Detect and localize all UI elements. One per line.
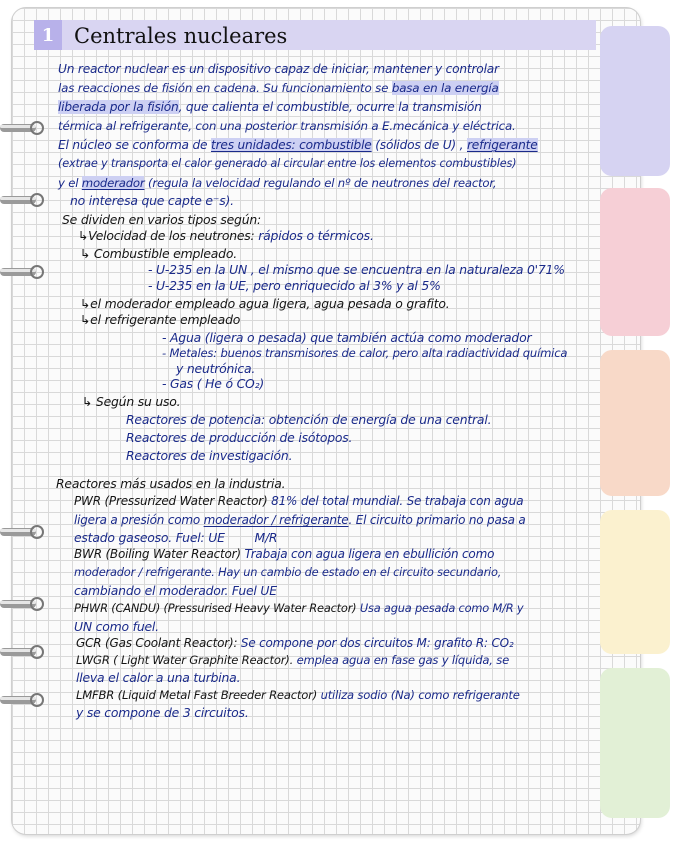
note-line: Un reactor nuclear es un dispositivo capaz de iniciar, mantener y controlar: [58, 62, 499, 76]
note-line: - Agua (ligera o pesada) que también actúa como moderador: [162, 330, 532, 345]
note-line: estado gaseoso. Fuel: UE M/R: [74, 530, 278, 545]
note-line: BWR (Boiling Water Reactor) Trabaja con agua ligera en ebullición como: [74, 547, 495, 561]
note-line: ↳ Combustible empleado.: [80, 246, 237, 261]
page-title: Centrales nucleares: [74, 24, 288, 48]
binder-ring-icon: [0, 525, 44, 539]
note-line: PWR (Pressurized Water Reactor) 81% del total mundial. Se trabaja con agua: [74, 494, 524, 508]
note-line: - Gas ( He ó CO₂): [162, 376, 264, 391]
binder-ring-icon: [0, 265, 44, 279]
note-line: Reactores de producción de isótopos.: [126, 430, 353, 445]
note-heading: Se dividen en varios tipos según:: [62, 212, 262, 227]
note-line: ↳el refrigerante empleado: [80, 312, 241, 327]
note-line: cambiando el moderador. Fuel UE: [74, 583, 277, 598]
note-line: liberada por la fisión, que calienta el combustible, ocurre la transmisión: [58, 100, 482, 114]
note-line: ↳Velocidad de los neutrones: rápidos o térmicos.: [78, 228, 374, 243]
note-line: moderador / refrigerante. Hay un cambio de estado en el circuito secundario,: [74, 565, 502, 579]
note-line: - U-235 en la UN , el mismo que se encuentra en la naturaleza 0'71%: [148, 262, 565, 277]
note-heading: Reactores más usados en la industria.: [56, 476, 286, 491]
note-line: ↳ Según su uso.: [82, 394, 181, 409]
note-line: y neutrónica.: [176, 361, 256, 376]
note-line: y el moderador (regula la velocidad regulando el nº de neutrones del reactor,: [58, 176, 497, 190]
section-tab-peach[interactable]: [600, 350, 670, 496]
section-tab-green[interactable]: [600, 668, 670, 818]
highlight: tres unidades: combustible: [211, 138, 372, 152]
highlight: liberada por la fisión: [58, 100, 179, 114]
note-line: El núcleo se conforma de tres unidades: combustible (sólidos de U) , refrigerante: [58, 138, 538, 152]
note-line: ligera a presión como moderador / refrigerante. El circuito primario no pasa a: [74, 513, 526, 527]
section-number: 1: [34, 20, 62, 50]
note-line: ↳el moderador empleado agua ligera, agua pesada o grafito.: [80, 296, 450, 311]
note-line: GCR (Gas Coolant Reactor): Se compone por dos circuitos M: grafito R: CO₂: [76, 636, 514, 650]
note-line: las reacciones de fisión en cadena. Su funcionamiento se basa en la energía: [58, 81, 499, 95]
binder-ring-icon: [0, 121, 44, 135]
note-line: lleva el calor a una turbina.: [76, 670, 241, 685]
note-line: Reactores de investigación.: [126, 448, 293, 463]
note-line: (extrae y transporta el calor generado al circular entre los elementos combustibles): [58, 157, 517, 170]
section-tab-lavender[interactable]: [600, 26, 670, 176]
note-line: - U-235 en la UE, pero enriquecido al 3% y al 5%: [148, 278, 441, 293]
binder-ring-icon: [0, 193, 44, 207]
note-line: y se compone de 3 circuitos.: [76, 705, 249, 720]
note-line: - Metales: buenos transmisores de calor, pero alta radiactividad química: [162, 346, 568, 360]
section-tab-yellow[interactable]: [600, 510, 670, 654]
binder-ring-icon: [0, 693, 44, 707]
highlight: basa en la energía: [391, 81, 499, 95]
note-line: PHWR (CANDU) (Pressurised Heavy Water Reactor) Usa agua pesada como M/R y: [74, 601, 524, 615]
highlight: moderador: [81, 176, 145, 190]
note-line: térmica al refrigerante, con una posterior transmisión a E.mecánica y eléctrica.: [58, 119, 516, 133]
binder-ring-icon: [0, 597, 44, 611]
note-line: LWGR ( Light Water Graphite Reactor). emplea agua en fase gas y líquida, se: [76, 653, 510, 667]
note-line: no interesa que capte e⁻s).: [70, 193, 234, 208]
note-line: LMFBR (Liquid Metal Fast Breeder Reactor) utiliza sodio (Na) como refrigerante: [76, 688, 520, 702]
note-line: Reactores de potencia: obtención de energía de una central.: [126, 412, 492, 427]
highlight: refrigerante: [467, 138, 538, 152]
binder-ring-icon: [0, 645, 44, 659]
note-line: UN como fuel.: [74, 619, 159, 634]
section-tab-pink[interactable]: [600, 188, 670, 336]
